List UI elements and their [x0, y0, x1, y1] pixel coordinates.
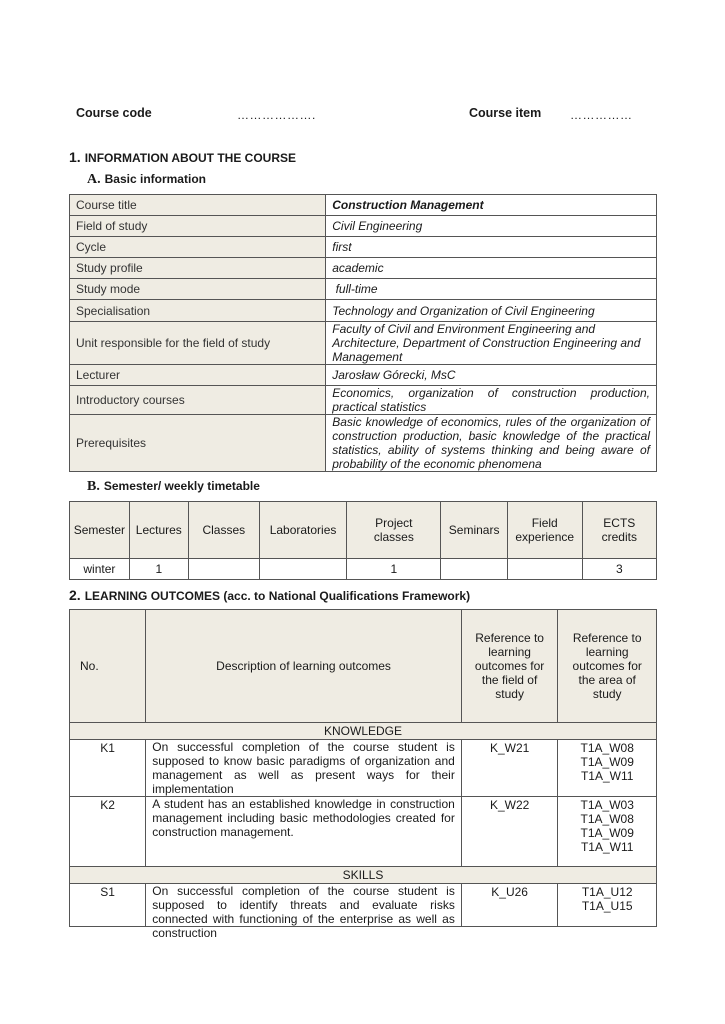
table-row	[70, 365, 657, 386]
timetable-header: Laboratories	[259, 502, 346, 559]
area-code: T1A_W08	[580, 741, 634, 755]
timetable-cell	[188, 559, 259, 580]
basic-information-table	[69, 194, 657, 472]
section-1-number: 1.	[69, 149, 81, 165]
row-label: Study mode	[70, 279, 326, 300]
outcome-number: K2	[70, 797, 146, 867]
area-code: T1A_U15	[581, 899, 633, 913]
area-reference	[558, 797, 657, 867]
timetable-header: Semester	[70, 502, 130, 559]
table-row	[70, 300, 657, 322]
outcome-number: K1	[70, 740, 146, 797]
knowledge-label: KNOWLEDGE	[70, 723, 657, 740]
section-1-title: INFORMATION ABOUT THE COURSE	[84, 151, 297, 165]
row-value: Basic knowledge of economics, rules of the organization of construction production, basic knowledge of the practical statistics, ability of systems thinking and being aware of probability of the economic phenomena	[326, 415, 657, 472]
course-item-label: Course item	[469, 106, 542, 120]
row-value: Civil Engineering	[326, 216, 657, 237]
section-2-title: LEARNING OUTCOMES (acc. to National Qualifications Framework)	[84, 589, 471, 603]
outcome-description: On successful completion of the course student is supposed to know basic paradigms of organization and management as well as present ways for their implementation	[146, 740, 462, 797]
row-label: Prerequisites	[70, 415, 326, 472]
row-label: Field of study	[70, 216, 326, 237]
row-label: Introductory courses	[70, 386, 326, 415]
timetable-header: Project classes	[347, 502, 441, 559]
timetable-header: Lectures	[129, 502, 188, 559]
row-label: Specialisation	[70, 300, 326, 322]
area-reference	[558, 884, 657, 927]
subsection-b-heading	[87, 479, 260, 495]
outcomes-header-row	[70, 610, 657, 723]
row-value: first	[326, 237, 657, 258]
knowledge-category-row	[70, 723, 657, 740]
outcome-description-text: On successful completion of the course student is supposed to identify threats and evaluate risks connected with functioning of the enterprise as well as construction	[152, 884, 455, 940]
table-row	[70, 884, 657, 927]
timetable-cell	[441, 559, 507, 580]
row-label: Unit responsible for the field of study	[70, 322, 326, 365]
field-reference: K_W21	[461, 740, 558, 797]
row-value: academic	[326, 258, 657, 279]
row-label: Cycle	[70, 237, 326, 258]
area-code: T1A_W11	[580, 840, 634, 854]
timetable-header: ECTS credits	[582, 502, 656, 559]
table-row	[70, 237, 657, 258]
course-title-value: Construction Management	[326, 195, 657, 216]
timetable-cell	[259, 559, 346, 580]
course-code-value: ……………….	[237, 108, 316, 122]
subsection-b-title: Semester/ weekly timetable	[103, 479, 260, 493]
timetable-header: Field experience	[507, 502, 582, 559]
outcome-number: S1	[70, 884, 146, 927]
row-value: Jarosław Górecki, MsC	[326, 365, 657, 386]
no-header: No.	[70, 610, 146, 723]
row-label: Study profile	[70, 258, 326, 279]
ref-area-header: Reference to learning outcomes for the area of study	[558, 610, 657, 723]
outcome-description: A student has an established knowledge in construction management including basic methodologies created for construction management.	[146, 797, 462, 867]
field-reference: K_U26	[461, 884, 558, 927]
area-code: T1A_W08	[580, 812, 634, 826]
table-row	[70, 195, 657, 216]
outcome-description	[146, 884, 462, 940]
table-row	[70, 322, 657, 365]
row-label: Lecturer	[70, 365, 326, 386]
area-code: T1A_W09	[580, 826, 634, 840]
timetable-row	[70, 559, 657, 580]
course-code-label: Course code	[76, 106, 152, 120]
table-row	[70, 386, 657, 415]
timetable-header-row	[70, 502, 657, 559]
table-row	[70, 797, 657, 867]
row-value: Technology and Organization of Civil Engineering	[326, 300, 657, 322]
row-label: Course title	[70, 195, 326, 216]
timetable-table	[69, 501, 657, 580]
timetable-header: Seminars	[441, 502, 507, 559]
table-row	[70, 258, 657, 279]
timetable-cell	[507, 559, 582, 580]
ref-field-header: Reference to learning outcomes for the field of study	[461, 610, 558, 723]
area-code: T1A_W03	[580, 798, 634, 812]
subsection-a-letter: A.	[87, 172, 101, 187]
area-reference	[558, 740, 657, 797]
course-item-value: ……………	[570, 108, 633, 122]
subsection-a-heading	[87, 172, 206, 188]
subsection-b-letter: B.	[87, 479, 100, 494]
section-1-heading	[69, 149, 296, 165]
area-code: T1A_U12	[581, 885, 633, 899]
learning-outcomes-table	[69, 609, 657, 940]
table-row	[70, 279, 657, 300]
timetable-cell: 1	[129, 559, 188, 580]
table-row	[70, 415, 657, 472]
description-header: Description of learning outcomes	[146, 610, 462, 723]
subsection-a-title: Basic information	[104, 172, 206, 186]
row-value: Economics, organization of construction production, practical statistics	[326, 386, 657, 415]
row-value: full-time	[326, 279, 657, 300]
timetable-cell: winter	[70, 559, 130, 580]
area-code: T1A_W11	[580, 769, 634, 783]
timetable-header: Classes	[188, 502, 259, 559]
skills-category-row	[70, 867, 657, 884]
skills-label: SKILLS	[70, 867, 657, 884]
section-2-heading	[69, 587, 470, 603]
table-row	[70, 740, 657, 797]
timetable-cell: 3	[582, 559, 656, 580]
table-row	[70, 216, 657, 237]
field-reference: K_W22	[461, 797, 558, 867]
section-2-number: 2.	[69, 587, 81, 603]
row-value: Faculty of Civil and Environment Engineering and Architecture, Department of Construction Engineering and Management	[326, 322, 657, 365]
area-code: T1A_W09	[580, 755, 634, 769]
timetable-cell: 1	[347, 559, 441, 580]
